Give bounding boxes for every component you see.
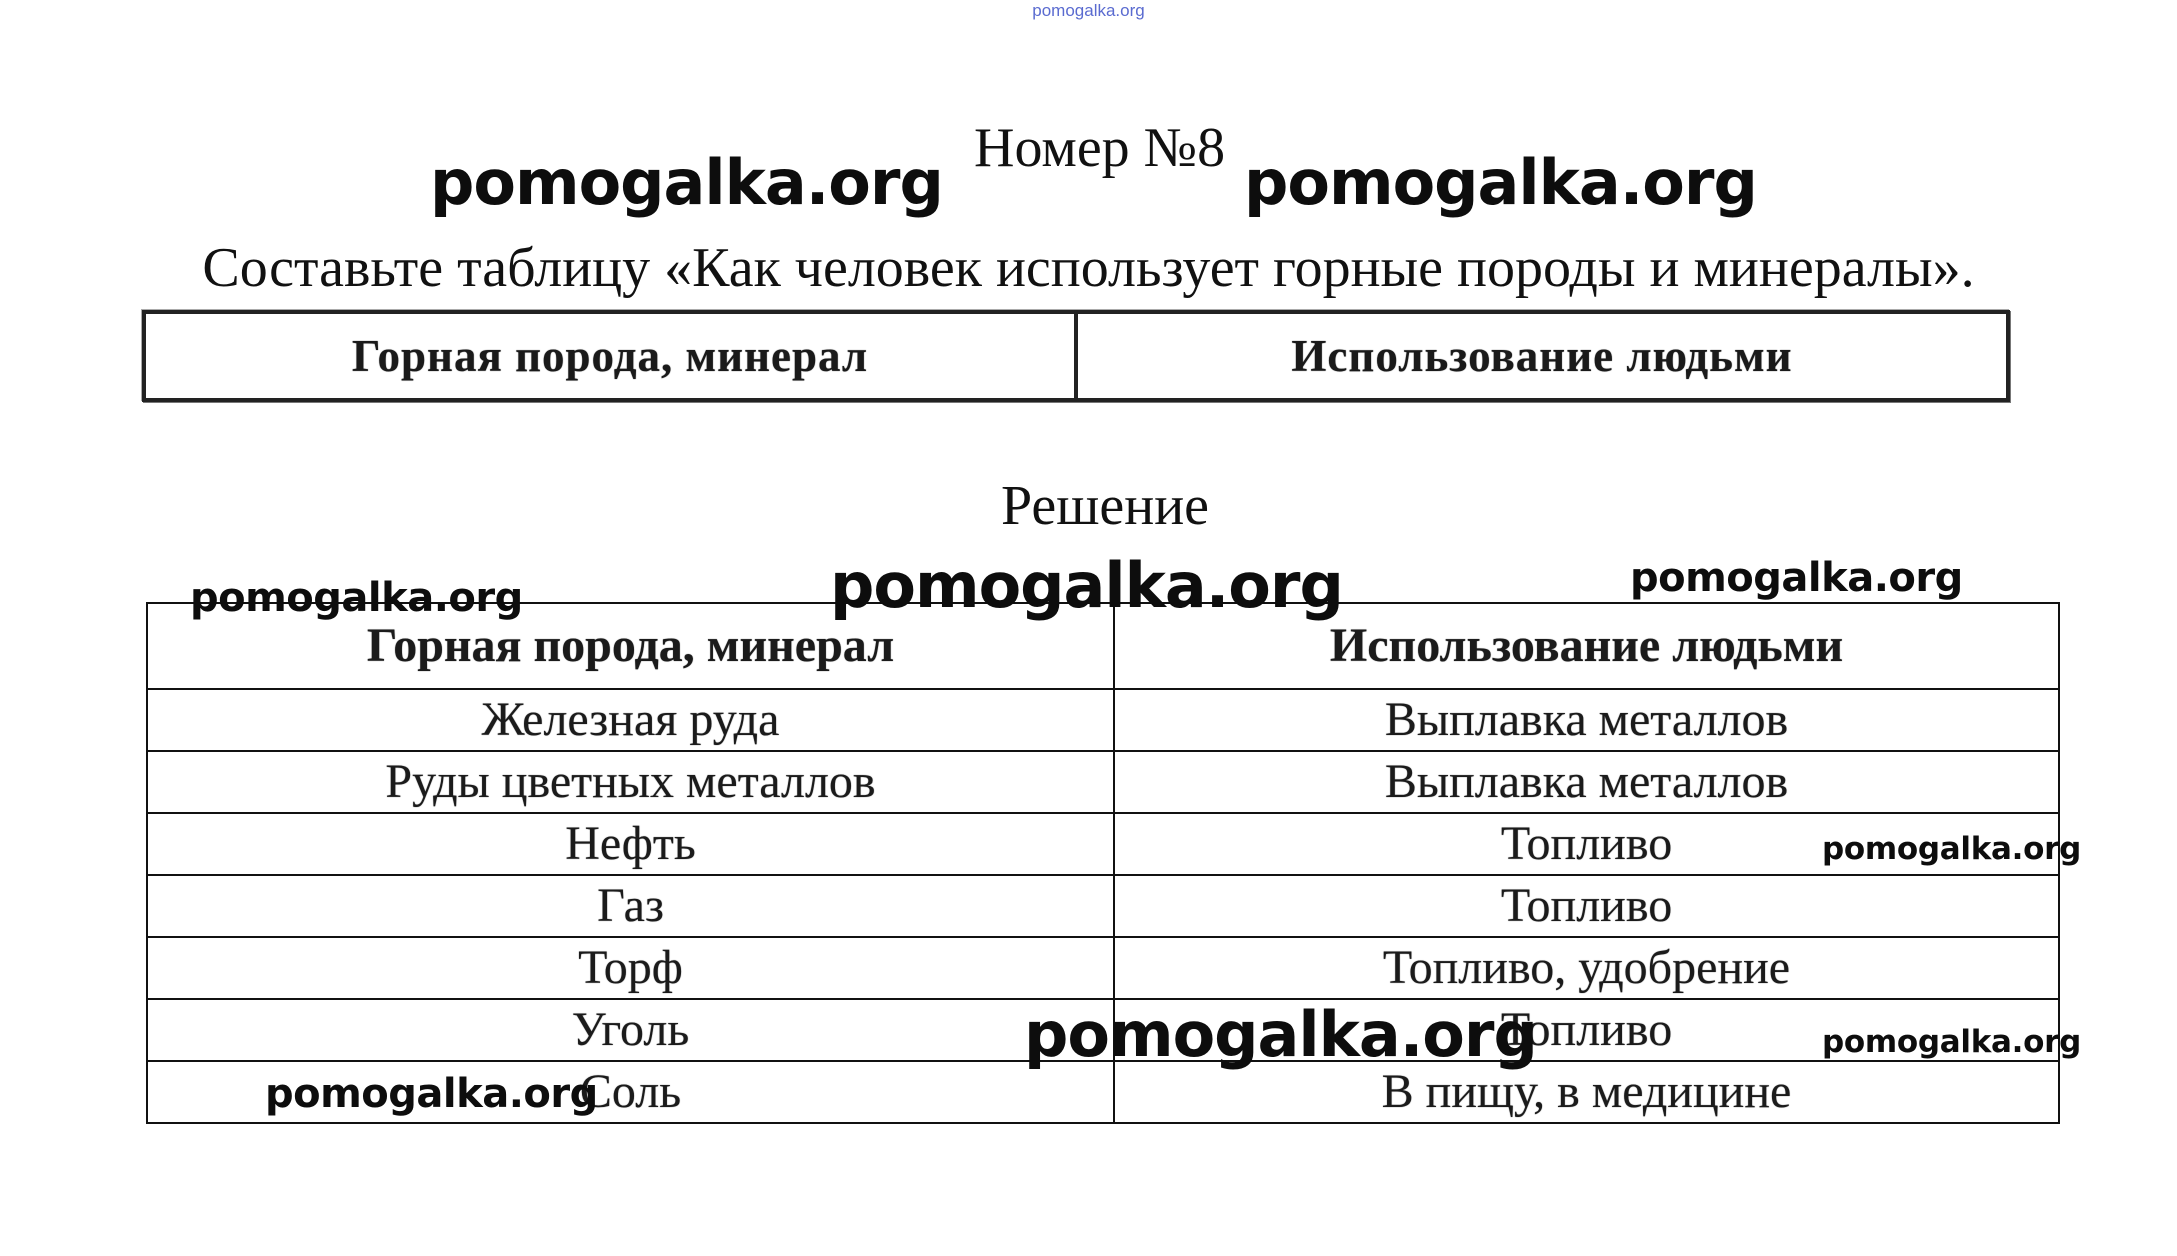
watermark: pomogalka.org — [1822, 1024, 2082, 1060]
watermark: pomogalka.org — [1244, 146, 1757, 219]
header-usage: Использование людьми — [1114, 603, 2059, 689]
watermark: pomogalka.org — [190, 575, 523, 621]
task-table-header-usage: Использование людьми — [1074, 314, 2006, 398]
usage-cell: Топливо — [1114, 875, 2059, 937]
watermark: pomogalka.org — [1630, 555, 1963, 601]
mineral-cell: Руды цветных металлов — [147, 751, 1114, 813]
table-row — [147, 937, 2059, 999]
watermark: pomogalka.org — [430, 146, 943, 219]
usage-cell: Топливо, удобрение — [1114, 937, 2059, 999]
task-table-header-mineral: Горная порода, минерал — [351, 331, 869, 381]
mineral-cell: Уголь — [147, 999, 1114, 1061]
usage-cell: Топливо — [1114, 999, 2059, 1061]
mineral-cell: Соль — [147, 1061, 1114, 1123]
mineral-cell: Железная руда — [147, 689, 1114, 751]
mineral-cell: Газ — [147, 875, 1114, 937]
header-mineral: Горная порода, минерал — [147, 603, 1114, 689]
task-table — [142, 310, 2010, 402]
usage-cell: Выплавка металлов — [1114, 689, 2059, 751]
mineral-cell: Нефть — [147, 813, 1114, 875]
mineral-cell: Торф — [147, 937, 1114, 999]
usage-cell: Топливо — [1114, 813, 2059, 875]
task-text: Составьте таблицу «Как человек использует горные породы и минералы». — [202, 237, 1975, 299]
watermark: pomogalka.org — [1024, 998, 1537, 1071]
table-row — [147, 875, 2059, 937]
table-row — [147, 751, 2059, 813]
watermark: pomogalka.org — [1822, 831, 2082, 867]
table-row — [147, 813, 2059, 875]
usage-cell: В пищу, в медицине — [1114, 1061, 2059, 1123]
task-number: Номер №8 — [974, 117, 1226, 179]
table-row — [147, 689, 2059, 751]
site-header-link[interactable]: pomogalka.org — [1032, 1, 1145, 20]
watermark: pomogalka.org — [265, 1071, 598, 1117]
watermark: pomogalka.org — [830, 549, 1343, 622]
usage-cell: Выплавка металлов — [1114, 751, 2059, 813]
solution-title: Решение — [1000, 475, 1210, 537]
